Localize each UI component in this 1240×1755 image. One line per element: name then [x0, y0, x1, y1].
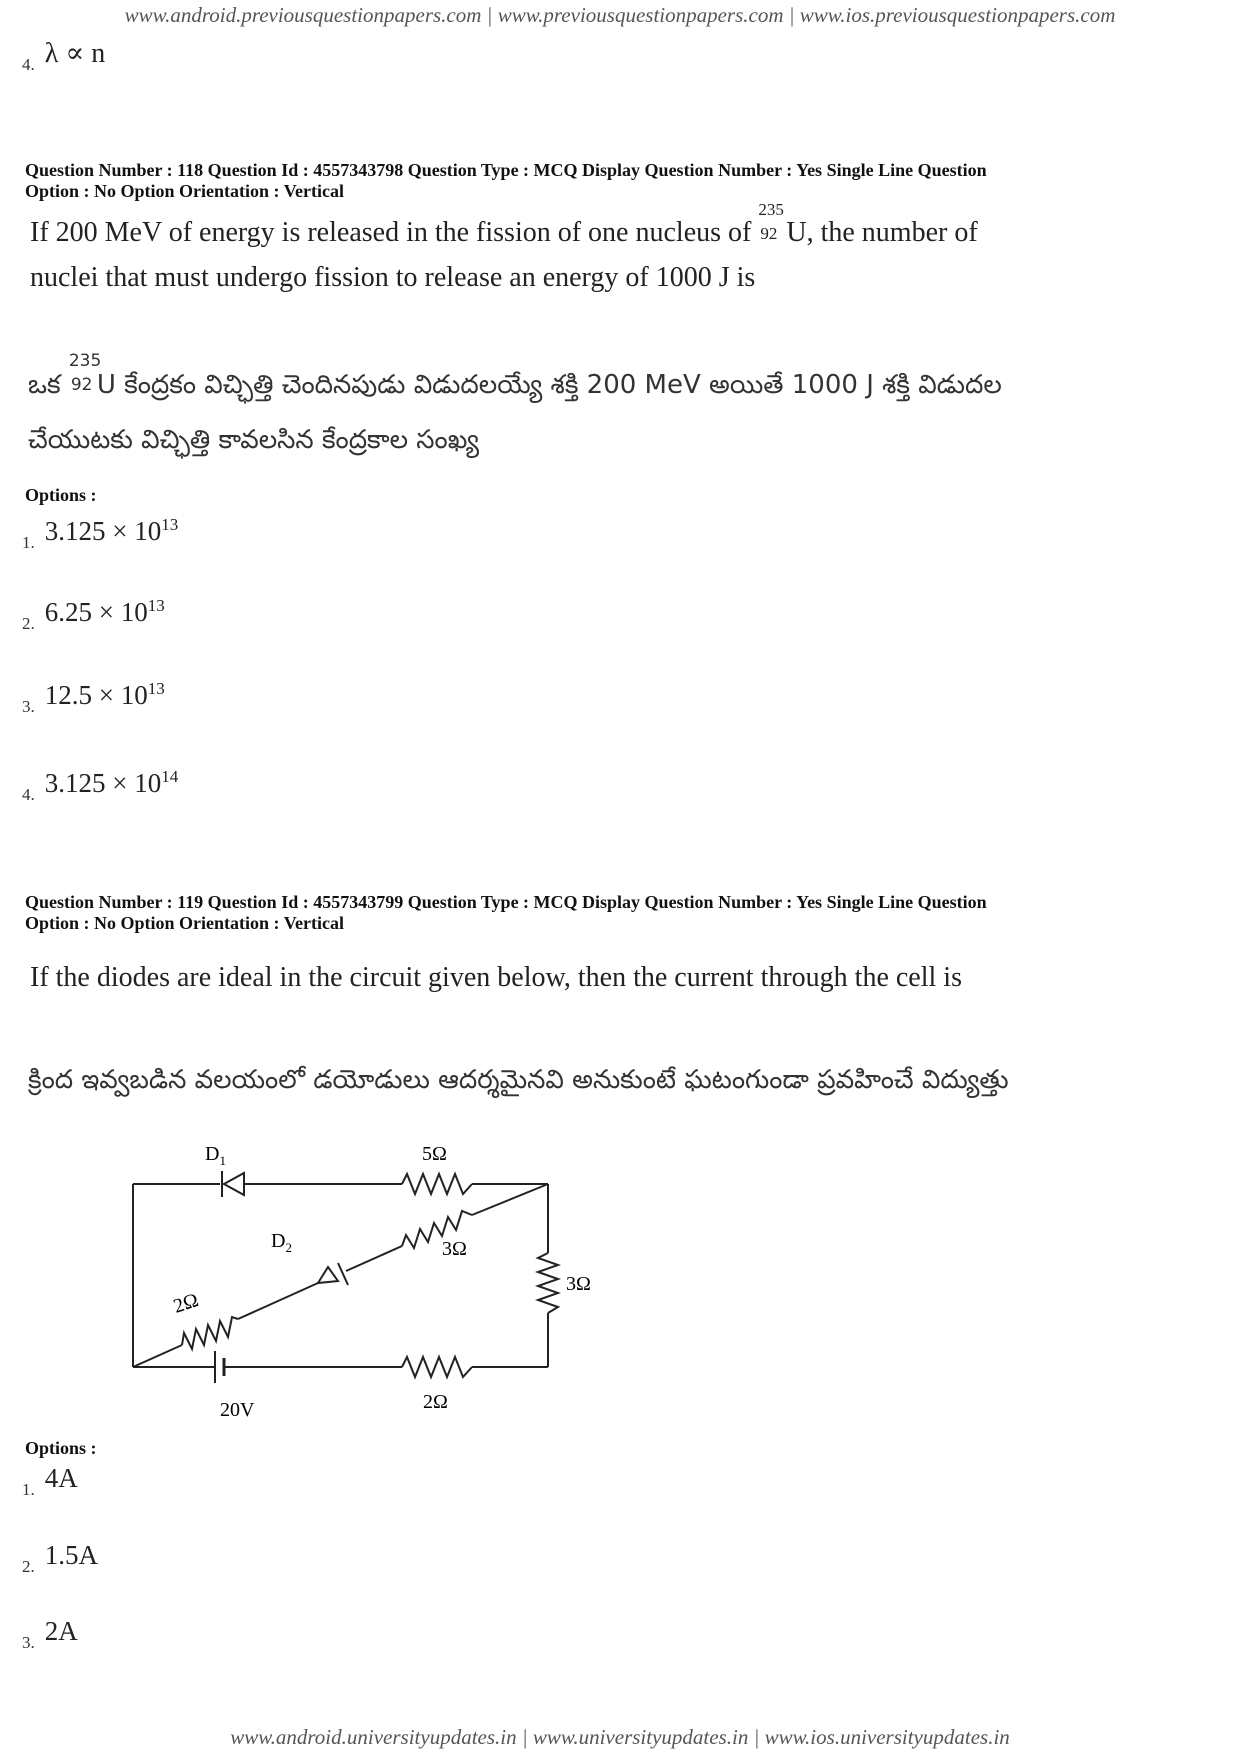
- label-20v: 20V: [220, 1399, 255, 1421]
- q118-telugu-text: [28, 351, 1218, 468]
- telugu-pre: ఒక: [28, 370, 61, 400]
- option-number: 3.: [22, 697, 35, 716]
- q118-text-line2: nuclei that must undergo fission to release an energy of 1000 J is: [30, 262, 756, 293]
- option-number: 2.: [22, 614, 35, 633]
- q119-telugu-text: క్రింద ఇవ్వబడిన వలయంలో డయోడులు ఆదర్శమైనవి అనుకుంటే ఘటంగుండా ప్రవహించే విద్యుత్తు: [28, 1065, 1009, 1095]
- q119-meta: [25, 892, 1225, 934]
- circuit-diagram: [120, 1135, 620, 1425]
- diode-d1: [222, 1171, 244, 1197]
- diode-d2: [318, 1263, 348, 1285]
- q119-meta-line1: Question Number : 119 Question Id : 4557343799 Question Type : MCQ Display Question Number : Yes Single Line Question: [25, 892, 987, 912]
- option-value: 2A: [44, 1616, 78, 1646]
- option-value: λ ∝ n: [44, 38, 106, 69]
- q118-telugu-line1: [28, 351, 1218, 413]
- q119-option-3[interactable]: [22, 1616, 78, 1652]
- q119-option-1[interactable]: [22, 1463, 78, 1499]
- option-number: 1.: [22, 533, 35, 552]
- option-value: $3.125 \times 10^{14}$: [44, 767, 179, 798]
- battery-20v: [215, 1351, 232, 1383]
- option-number: 4.: [22, 785, 35, 804]
- nucleus-letter: U: [786, 217, 807, 248]
- option-value: $12.5 \times 10^{13}$: [44, 679, 165, 710]
- q118-meta-line2: Option : No Option Orientation : Vertical: [25, 181, 344, 201]
- option-value: 4A: [44, 1463, 78, 1493]
- q118-text-part1: If 200 MeV of energy is released in the fission of one nucleus of: [30, 217, 752, 248]
- q118-option-3[interactable]: [22, 679, 165, 716]
- option-number: 4.: [22, 55, 35, 74]
- q118-option-2[interactable]: [22, 596, 165, 633]
- label-2ohm-diagonal: 2Ω: [170, 1289, 202, 1318]
- option-number: 1.: [22, 1480, 35, 1499]
- resistor-2ohm-diagonal: [182, 1317, 238, 1349]
- uranium-nucleus-symbol-telugu: 235 92: [68, 351, 102, 395]
- q119-question-text: If the diodes are ideal in the circuit given below, then the current through the cell is: [30, 962, 962, 993]
- telugu-line1-text: U కేంద్రకం విచ్ఛిత్తి చెందినపుడు విడుదలయ్యే శక్తి 200 MeV అయితే 1000 J శక్తి విడుదల: [96, 370, 1002, 400]
- q118-text-part2: , the number of: [806, 217, 978, 248]
- q119-meta-line2: Option : No Option Orientation : Vertical: [25, 913, 344, 933]
- q119-options-label: Options :: [25, 1438, 97, 1458]
- label-3ohm-right: 3Ω: [566, 1273, 591, 1295]
- q118-telugu-line2: చేయుటకు విచ్ఛిత్తి కావలసిన కేంద్రకాల సంఖ్య: [28, 425, 479, 455]
- diag-wire-2: [238, 1283, 318, 1319]
- header-links[interactable]: www.android.previousquestionpapers.com | www.previousquestionpapers.com | www.ios.previousquestionpapers.com: [124, 3, 1116, 27]
- d2-label: $D_2$: [271, 1230, 292, 1255]
- label-2ohm-bottom: 2Ω: [423, 1391, 448, 1413]
- d1-label: $D_1$: [205, 1143, 226, 1168]
- q118-meta-line1: Question Number : 118 Question Id : 4557343798 Question Type : MCQ Display Question Number : Yes Single Line Question: [25, 160, 987, 180]
- resistor-2ohm-bottom: [402, 1357, 472, 1377]
- option-number: 3.: [22, 1633, 35, 1652]
- q119-option-2[interactable]: [22, 1540, 98, 1576]
- q118-meta: [25, 160, 1225, 202]
- q118-options-label: Options :: [25, 485, 97, 505]
- diag-wire-1: [133, 1345, 182, 1367]
- diag-wire-4: [472, 1184, 548, 1215]
- q118-text-line1: [30, 200, 1220, 255]
- option-value: $6.25 \times 10^{13}$: [44, 596, 165, 627]
- label-5ohm: 5Ω: [422, 1143, 447, 1165]
- q118-question-text: [30, 200, 1220, 300]
- uranium-nucleus-symbol: 235 92: [758, 200, 784, 243]
- resistor-5ohm: [402, 1174, 472, 1194]
- diag-wire-3: [346, 1246, 402, 1271]
- option-value: $3.125 \times 10^{13}$: [44, 515, 179, 546]
- label-3ohm-diagonal: 3Ω: [442, 1238, 467, 1260]
- q118-option-4[interactable]: [22, 767, 179, 804]
- prev-option-4: [22, 36, 106, 74]
- footer-links[interactable]: www.android.universityupdates.in | www.universityupdates.in | www.ios.universityupdates.in: [230, 1725, 1010, 1749]
- option-number: 2.: [22, 1557, 35, 1576]
- q118-option-1[interactable]: [22, 515, 179, 552]
- resistor-3ohm-right: [538, 1253, 558, 1313]
- option-value: 1.5A: [44, 1540, 98, 1570]
